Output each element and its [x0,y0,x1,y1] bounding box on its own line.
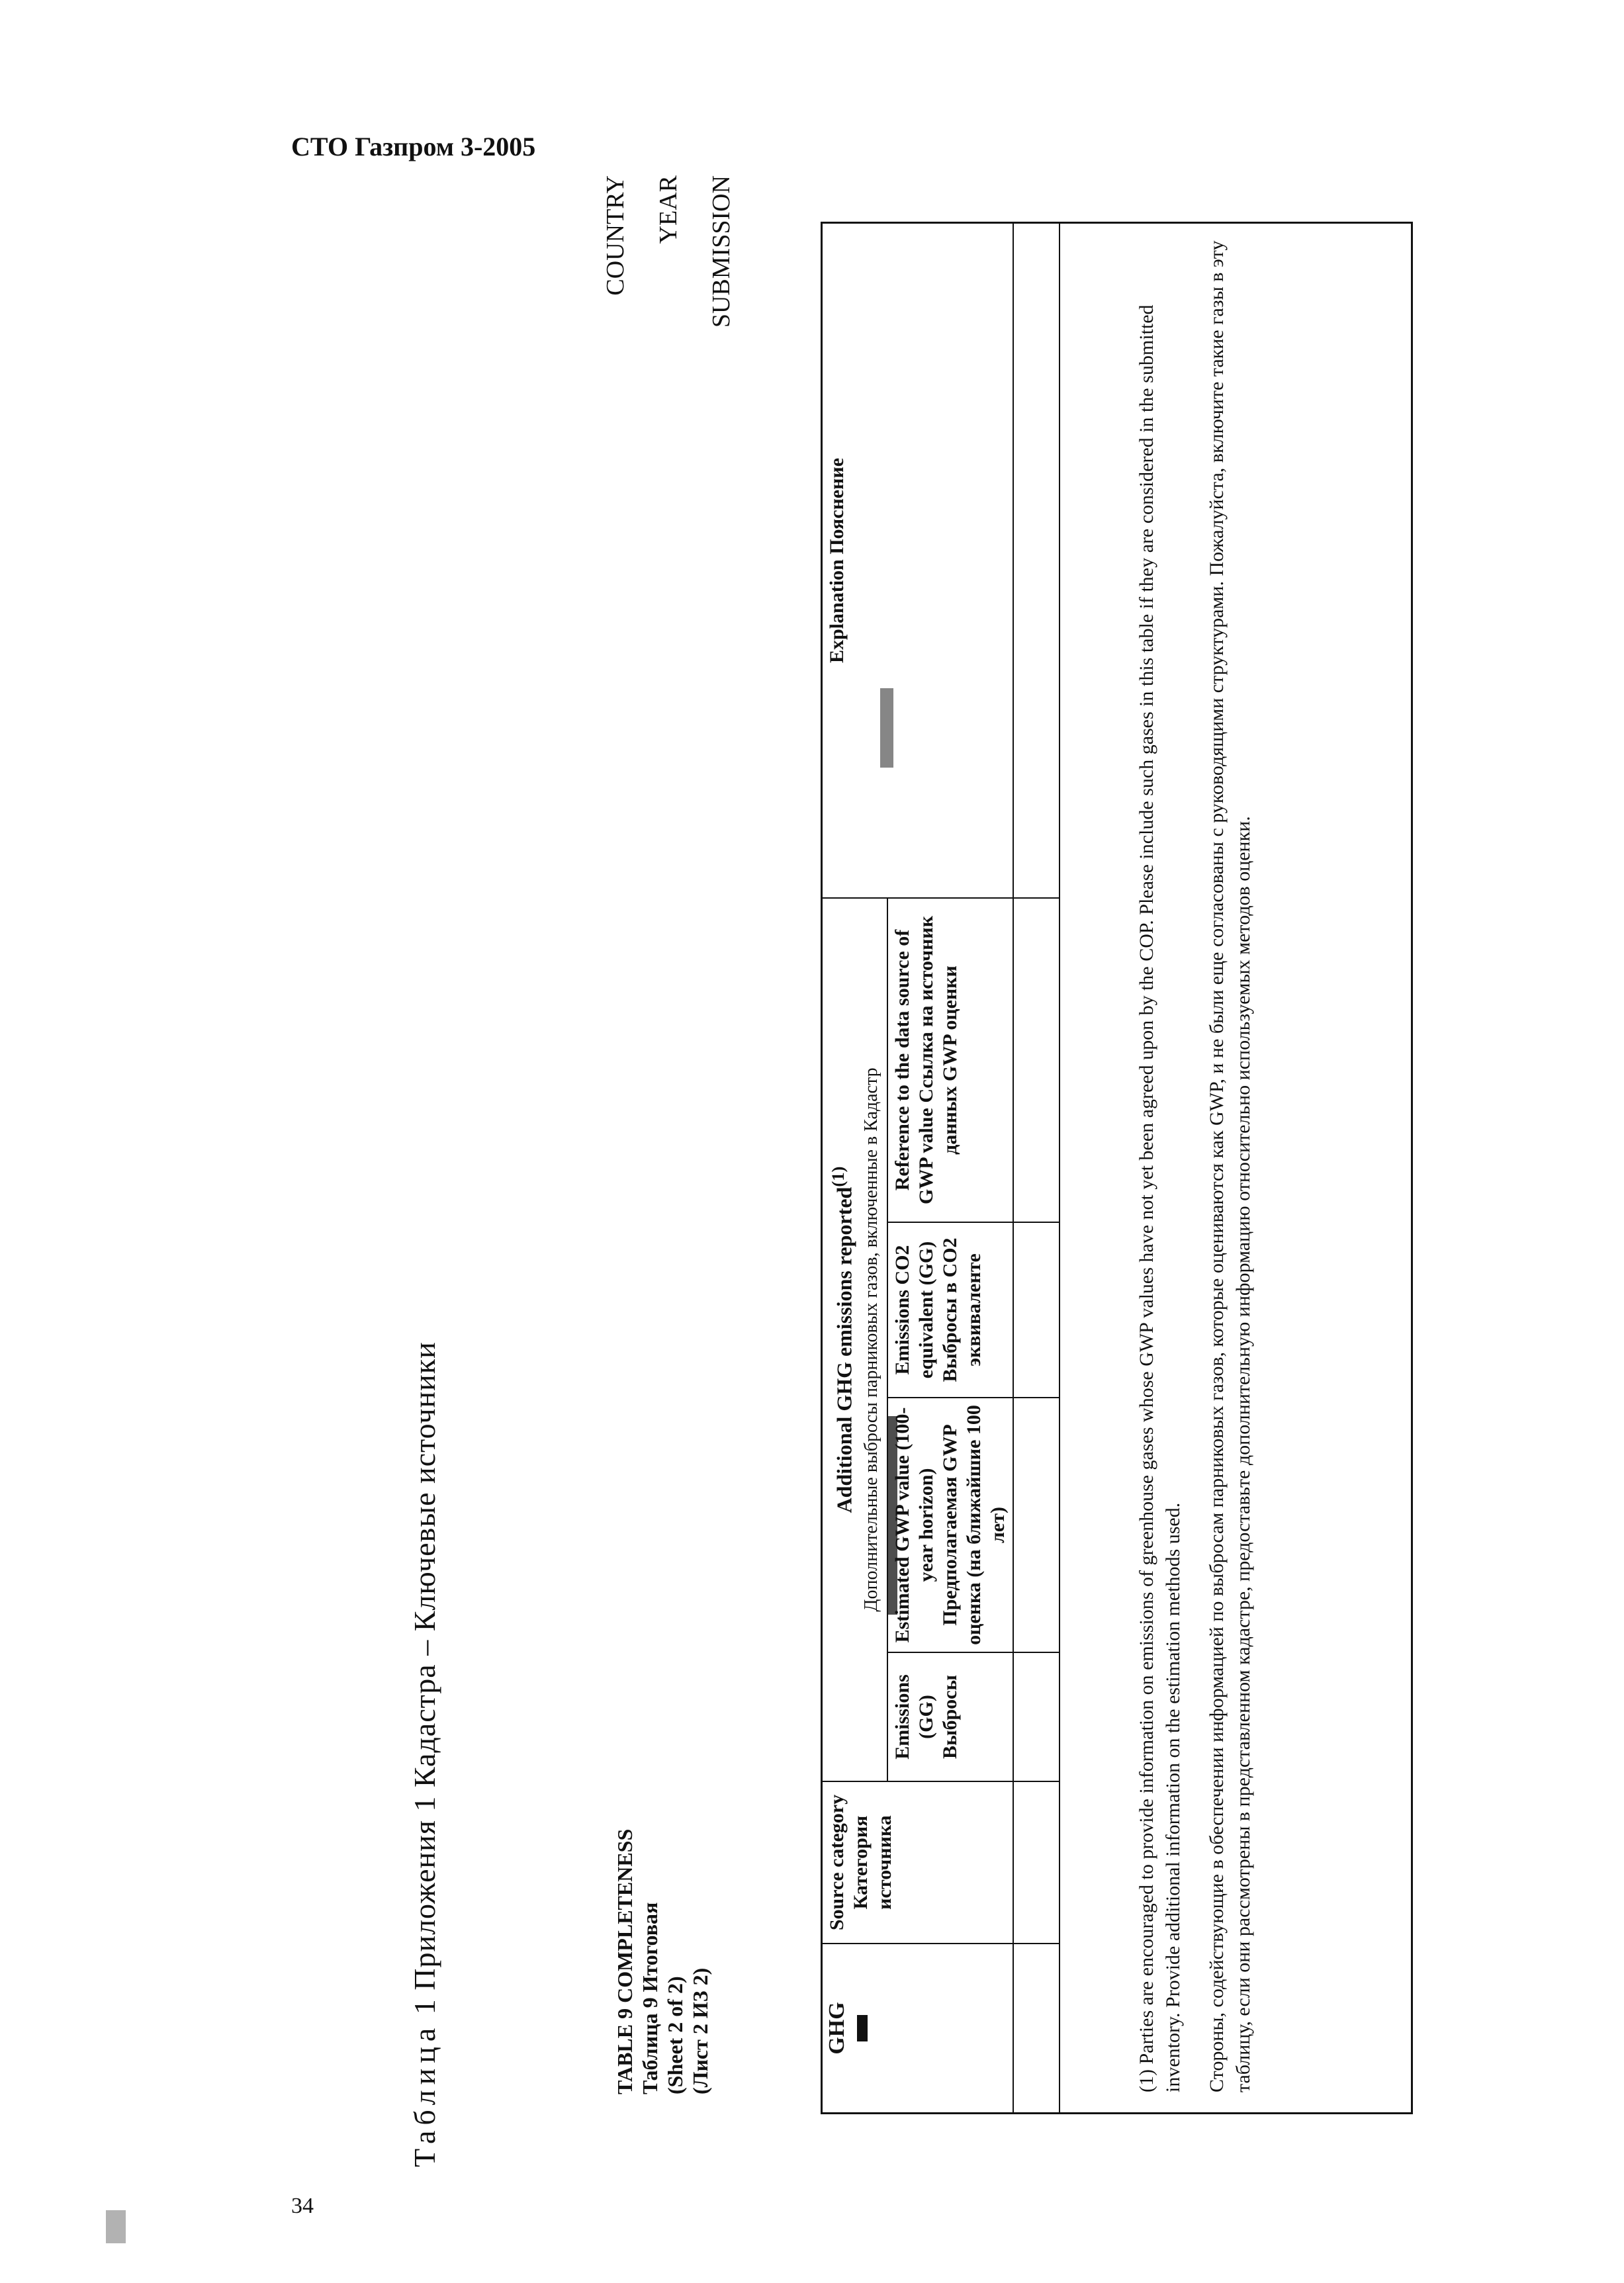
col-gwp: Estimated GWP value (100-year horizon) Предполагаемая GWP оценка (на ближайшие 100 лет) [887,1398,1013,1652]
group-header-en: Additional GHG emissions reported [832,1186,856,1513]
table-title-line3: (Sheet 2 of 2) [663,1976,687,2094]
submission-label: SUBMISSION [707,175,735,328]
table-title [612,1829,713,2094]
scan-artifact [106,2210,126,2243]
table-cell [1013,1944,1060,2112]
col-co2: Emissions CO2 equivalent (GG) Выбросы в CO2 эквиваленте [887,1222,1013,1398]
submission-meta [589,175,748,328]
table-cell [1013,1398,1060,1652]
group-header [823,898,887,1781]
table-title-line2: Таблица 9 Итоговая [638,1902,662,2094]
footnote-ru: Стороны, содействующие в обеспечении информацией по выбросам парниковых газов, которые оцениваются как GWP, и не были еще согласованы с руководящими структурами. Пожалуйста, включите такие газы в эту таблицу, если они рассмотрены в представленном кадастре, предоставьте дополнительную информацию относительно используемых методов оценки. [1206,240,1254,2092]
table-cell [1013,1222,1060,1398]
col-source-category: Source category Категория источника [823,1781,1013,1944]
col-explanation: Explanation Пояснение [823,224,1013,898]
table-cell [1013,224,1060,898]
table-cell [1013,1652,1060,1781]
group-header-ru: Дополнительные выбросы парниковых газов, включенные в Кадастр [860,1067,881,1612]
ghg-marker [857,2015,868,2041]
footnotes [1134,240,1274,2092]
table-row [1013,224,1060,2112]
col-reference: Reference to the data source of GWP value Ссылка на источник данных GWP оценки [887,898,1013,1222]
table-cell [1013,1781,1060,1944]
rotated-sheet [384,162,1429,2167]
table-cell [1013,898,1060,1222]
caption-prefix: Таблица [408,2022,441,2167]
caption-text: 1 Приложения 1 Кадастра – Ключевые источники [408,1341,441,2015]
country-label: COUNTRY [602,175,629,296]
group-header-sup: (1) [828,1166,848,1187]
completeness-table [821,222,1413,2114]
col-emissions: Emissions (GG) Выбросы [887,1652,1013,1781]
table-title-line4: (Лист 2 ИЗ 2) [688,1967,712,2094]
page-number: 34 [291,2194,314,2218]
ghg-label: GHG [825,2002,849,2055]
table-title-line1: TABLE 9 COMPLETENESS [613,1828,637,2094]
document-code: СТО Газпром 3-2005 [291,132,536,161]
year-label: YEAR [654,175,682,244]
ghg-cell [823,1944,1013,2112]
footnote-en: (1) Parties are encouraged to provide information on emissions of greenhouse gases whose GWP values have not yet been agreed upon by the COP. Please include such gases in this table if they are considered in the submitted inventory. Provide additional information on the estimation methods used. [1136,304,1184,2092]
table-caption [407,1341,442,2167]
